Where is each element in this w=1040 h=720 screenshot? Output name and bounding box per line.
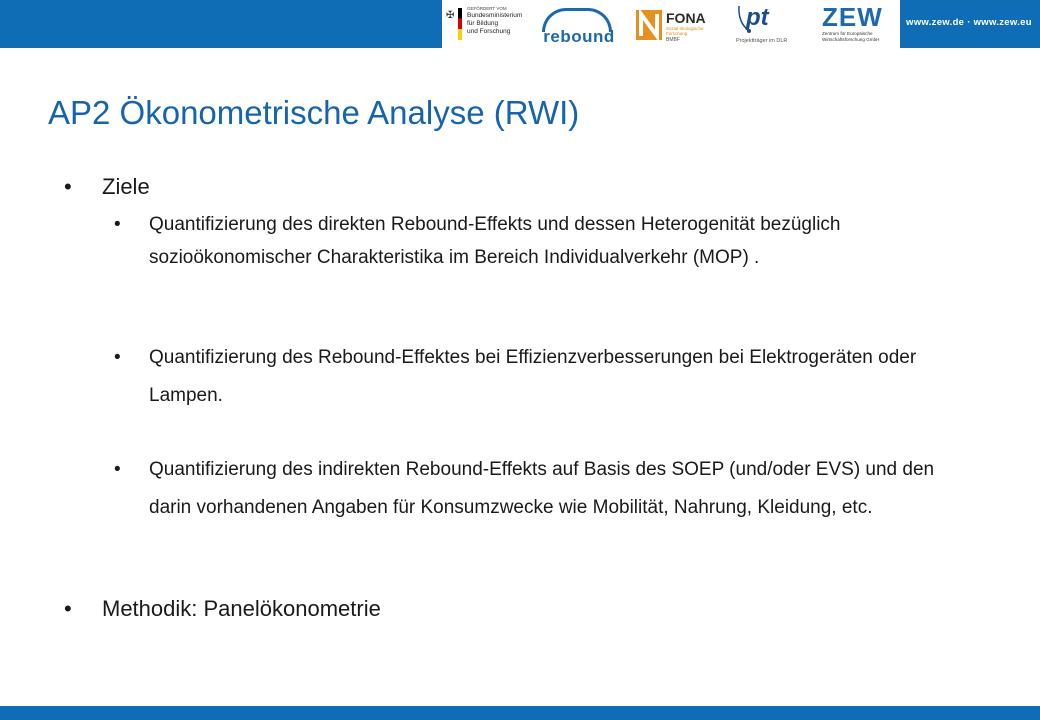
website-url: www.zew.de · www.zew.eu: [906, 17, 1032, 28]
bullet-dot-icon: •: [114, 214, 121, 235]
sponsor-logos: [442, 0, 900, 48]
fona-mark-icon: [636, 10, 662, 40]
bmbf-logo: [442, 0, 534, 48]
fona-logo: FONA Sozial-ökologische Forschung BMBF: [632, 0, 718, 48]
header-bar: [0, 0, 1040, 48]
bullet-dot-icon: •: [64, 596, 72, 621]
rebound-logo: [534, 0, 622, 48]
slide-title: AP2 Ökonometrische Analyse (RWI): [48, 94, 580, 131]
bullet-dot-icon: •: [64, 174, 72, 199]
bullet-dot-icon: •: [114, 459, 121, 480]
footer-bar: [0, 706, 1040, 720]
rebound-wordmark: rebound: [543, 27, 615, 46]
pt-logo: pt Projektträger im DLR: [736, 4, 788, 44]
bullet-dot-icon: •: [114, 347, 121, 368]
bmbf-text: GEFÖRDERT VOM Bundesministerium für Bildung und Forschung: [467, 6, 523, 35]
eagle-icon: ✠: [446, 10, 455, 21]
zew-logo: ZEW Zentrum für Europäische Wirtschaftsforschung GmbH: [822, 2, 883, 42]
german-flag-icon: [458, 8, 462, 40]
